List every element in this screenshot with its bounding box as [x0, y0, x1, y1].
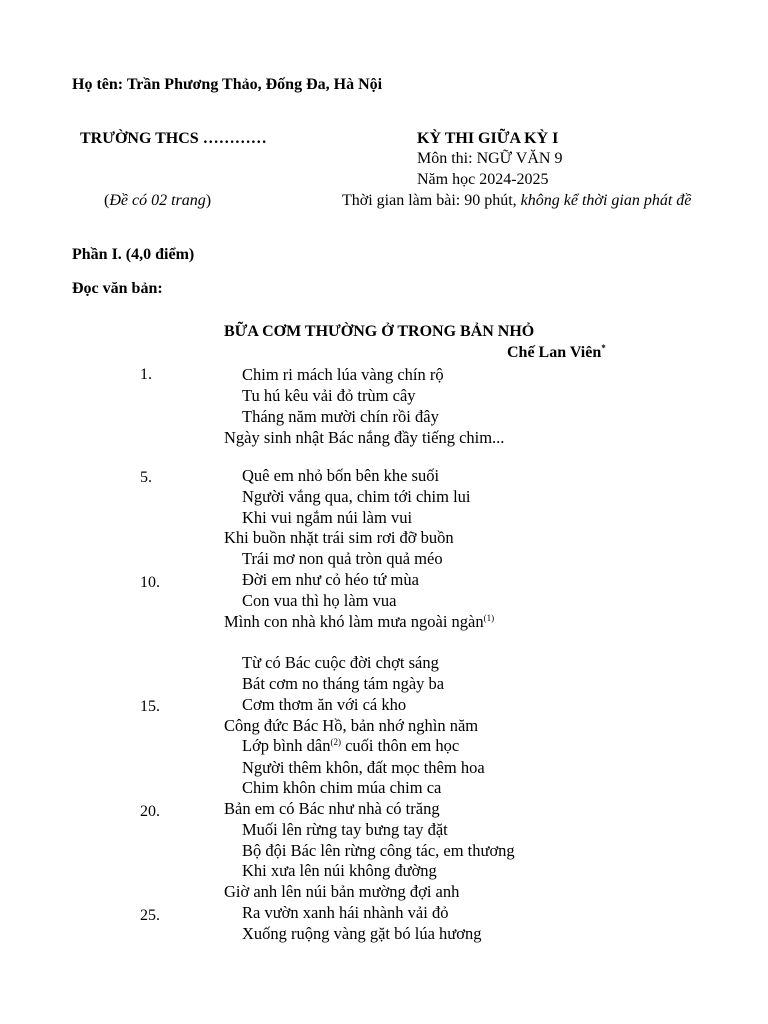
poem-line: Tháng năm mười chín rồi đây	[242, 407, 439, 426]
poem-author	[507, 344, 606, 362]
poem-line-text-after: cuối thôn em học	[340, 736, 460, 755]
poem-line: Con vua thì họ làm vua	[242, 591, 397, 610]
footnote-mark: (2)	[330, 737, 341, 747]
poem-line: Khi vui ngắm núi làm vui	[242, 508, 413, 527]
poem-line: Giờ anh lên núi bản mường đợi anh	[224, 882, 460, 901]
line-number: 15.	[140, 698, 160, 715]
poem-line-text: Lớp bình dân	[242, 736, 331, 755]
line-number: 25.	[140, 907, 160, 924]
footnote-mark: (1)	[483, 613, 495, 623]
poem-line: Khi buồn nhặt trái sim rơi đỡ buồn	[224, 528, 454, 547]
school-name: TRƯỜNG THCS …………	[80, 130, 267, 147]
line-number: 20.	[140, 803, 160, 820]
school-year: Năm học 2024-2025	[417, 171, 549, 188]
poem-line: Quê em nhỏ bốn bên khe suối	[242, 466, 440, 485]
page-count-open: (	[104, 192, 110, 209]
page-count-note	[104, 192, 211, 210]
poem-line: Người vắng qua, chim tới chim lui	[242, 487, 471, 506]
student-name-line: Họ tên: Trần Phương Thảo, Đống Đa, Hà Nội	[72, 76, 383, 93]
part-heading: Phần I. (4,0 điểm)	[72, 246, 195, 263]
poem-line: Ra vườn xanh hái nhành vải đỏ	[242, 903, 449, 922]
poem-line: Khi xưa lên núi không đường	[242, 861, 437, 880]
poem-line: Xuống ruộng vàng gặt bó lúa hương	[242, 924, 482, 943]
line-number: 1.	[140, 366, 152, 383]
poem-line	[242, 736, 459, 756]
line-number: 5.	[140, 469, 152, 486]
poem-line: Chim ri mách lúa vàng chín rộ	[242, 365, 444, 384]
poem-author-footnote-mark: *	[601, 343, 606, 353]
poem-author-name: Chế Lan Viên	[507, 344, 602, 361]
poem-line: Từ có Bác cuộc đời chợt sáng	[242, 653, 439, 672]
poem-line: Chim khôn chim múa chim ca	[242, 778, 442, 797]
poem-line: Bộ đội Bác lên rừng công tác, em thương	[242, 841, 515, 860]
exam-time-prefix: Thời gian làm bài: 90 phút,	[342, 192, 521, 209]
reading-instruction: Đọc văn bản:	[72, 280, 163, 297]
exam-title: KỲ THI GIỮA KỲ I	[417, 130, 559, 147]
poem-line: Trái mơ non quả tròn quả méo	[242, 549, 443, 568]
poem-line-text: Mình con nhà khó làm mưa ngoài ngàn	[224, 612, 484, 631]
exam-time-note: không kể thời gian phát đề	[520, 192, 692, 209]
poem-line: Đời em như cỏ héo tứ mùa	[242, 570, 419, 589]
poem-line: Bản em có Bác như nhà có trăng	[224, 799, 440, 818]
poem-line: Công đức Bác Hồ, bản nhớ nghìn năm	[224, 716, 479, 735]
exam-time	[342, 192, 691, 210]
poem-line: Muối lên rừng tay bưng tay đặt	[242, 820, 448, 839]
poem-line: Ngày sinh nhật Bác nắng đầy tiếng chim...	[224, 428, 505, 447]
poem-line: Cơm thơm ăn với cá kho	[242, 695, 407, 714]
line-number: 10.	[140, 574, 160, 591]
exam-subject: Môn thi: NGỮ VĂN 9	[417, 150, 563, 167]
poem-title: BỮA CƠM THƯỜNG Ở TRONG BẢN NHỎ	[224, 323, 535, 340]
poem-line: Tu hú kêu vải đỏ trùm cây	[242, 386, 416, 405]
poem-line: Người thêm khôn, đất mọc thêm hoa	[242, 758, 485, 777]
poem-line	[224, 612, 494, 632]
page-count-text: Đề có 02 trang	[109, 192, 206, 209]
page-count-close: )	[205, 192, 212, 209]
poem-line: Bát cơm no tháng tám ngày ba	[242, 674, 445, 693]
